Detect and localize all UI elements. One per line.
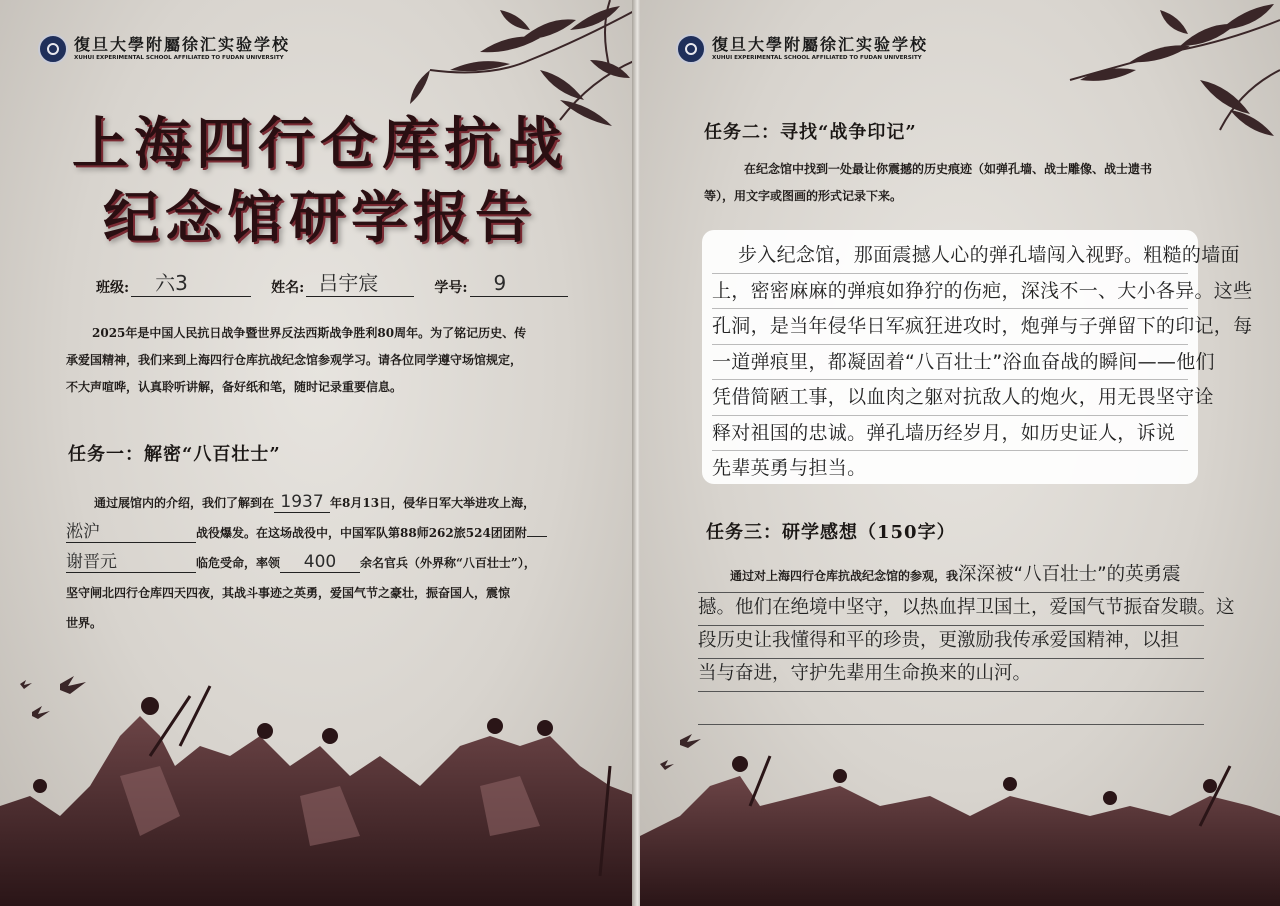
- task2-answer-line: 凭借简陋工事，以血肉之躯对抗敌人的炮火，用无畏坚守诠: [712, 380, 1188, 416]
- soldiers-mural-illustration: [0, 676, 636, 906]
- task2-prompt: [704, 156, 1224, 210]
- task1-text: 余名官兵（外界称“八百壮士”），: [360, 556, 536, 570]
- intro-line: 2025年是中国人民抗日战争暨世界反法西斯战争胜利80周年。为了铭记历史、传: [92, 326, 527, 340]
- number-label: 学号:: [434, 280, 468, 296]
- number-field[interactable]: 9: [470, 270, 568, 297]
- report-title-line-1: 上海四行仓库抗战: [72, 111, 568, 177]
- task2-answer-line: 上，密密麻麻的弹痕如狰狞的伤疤，深浅不一、大小各异。这些: [712, 274, 1188, 310]
- school-logo-icon: [676, 34, 706, 64]
- task3-answer-line: 当与奋进，守护先辈用生命换来的山河。: [698, 659, 1204, 692]
- intro-paragraph: [66, 320, 586, 401]
- task2-answer-line: 释对祖国的忠诚。弹孔墙历经岁月，如历史证人，诉说: [712, 416, 1188, 452]
- name-label: 姓名:: [271, 280, 305, 296]
- task3-answer-line: [698, 560, 1204, 593]
- task2-heading: 任务二：寻找“战争印记”: [704, 122, 917, 143]
- task2-answer-line: 先辈英勇与担当。: [712, 457, 867, 479]
- school-name-cn: 復旦大學附屬徐汇实验学校: [712, 35, 929, 54]
- task3-answer-line: [698, 692, 1204, 725]
- task2-answer-line: 一道弹痕里，都凝固着“八百壮士”浴血奋战的瞬间——他们: [712, 345, 1188, 381]
- soldiers-mural-illustration: [640, 746, 1280, 906]
- intro-line: 承爱国精神，我们来到上海四行仓库抗战纪念馆参观学习。请各位同学遵守场馆规定，: [66, 353, 523, 367]
- officer-field[interactable]: 谢晋元: [66, 552, 196, 573]
- task1-heading: 任务一：解密“八百壮士”: [68, 444, 281, 465]
- blank-underline: [527, 536, 547, 537]
- task1-text: 战役爆发。在这场战役中，中国军队第88师262旅524团团附: [196, 526, 527, 540]
- task1-text: 世界。: [66, 616, 103, 630]
- school-name-en: XUHUI EXPERIMENTAL SCHOOL AFFILIATED TO FUDAN UNIVERSITY: [712, 55, 922, 61]
- task2-prompt-line: 在纪念馆中找到一处最让你震撼的历史痕迹（如弹孔墙、战士雕像、战士遗书: [744, 162, 1153, 176]
- name-field[interactable]: 吕宇宸: [306, 270, 414, 297]
- school-name-cn: 復旦大學附屬徐汇实验学校: [74, 35, 291, 54]
- task3-answer-line: 段历史让我懂得和平的珍贵，更激励我传承爱国精神，以担: [698, 626, 1204, 659]
- task3-prompt: 通过对上海四行仓库抗战纪念馆的参观，我: [730, 569, 959, 583]
- school-header: [676, 34, 928, 64]
- task2-answer-line: 孔洞，是当年侵华日军疯狂进攻时，炮弹与子弹留下的印记，每: [712, 309, 1188, 345]
- left-page: [0, 0, 636, 906]
- task1-text: 年8月13日，侵华日军大举进攻上海，: [330, 496, 536, 510]
- student-info-row: [96, 270, 568, 297]
- year-field[interactable]: 1937: [274, 492, 330, 513]
- intro-line: 不大声喧哗，认真聆听讲解，备好纸和笔，随时记录重要信息。: [66, 380, 403, 394]
- task3-answer-area[interactable]: [698, 560, 1235, 725]
- task3-answer-text: 深深被“八百壮士”的英勇震: [958, 564, 1181, 585]
- bamboo-branch-illustration: [1050, 0, 1280, 150]
- task3-answer-line: 撼。他们在绝境中坚守，以热血捍卫国土，爱国气节振奋发聩。这: [698, 593, 1204, 626]
- task2-answer-box[interactable]: [702, 230, 1253, 484]
- task2-prompt-line: 等），用文字或图画的形式记录下来。: [704, 189, 903, 203]
- class-label: 班级:: [96, 280, 130, 296]
- task1-paragraph: [66, 488, 586, 638]
- school-header: [38, 34, 290, 64]
- task1-text: 坚守闸北四行仓库四天四夜，其战斗事迹之英勇，爱国气节之豪壮，振奋国人，震惊: [66, 586, 511, 600]
- task1-text: 通过展馆内的介绍，我们了解到在: [94, 496, 275, 510]
- report-title-line-2: 纪念馆研学报告: [103, 185, 537, 251]
- school-name-en: XUHUI EXPERIMENTAL SCHOOL AFFILIATED TO FUDAN UNIVERSITY: [74, 55, 284, 61]
- task2-answer-line: 步入纪念馆，那面震撼人心的弹孔墙闯入视野。粗糙的墙面: [712, 238, 1188, 274]
- right-page: [640, 0, 1280, 906]
- troop-count-field[interactable]: 400: [280, 552, 360, 573]
- battle-field[interactable]: 淞沪: [66, 522, 196, 543]
- class-field[interactable]: 六3: [131, 270, 251, 297]
- school-logo-icon: [38, 34, 68, 64]
- task1-text: 临危受命，率领: [196, 556, 281, 570]
- task3-heading: 任务三：研学感想（150字）: [706, 522, 956, 543]
